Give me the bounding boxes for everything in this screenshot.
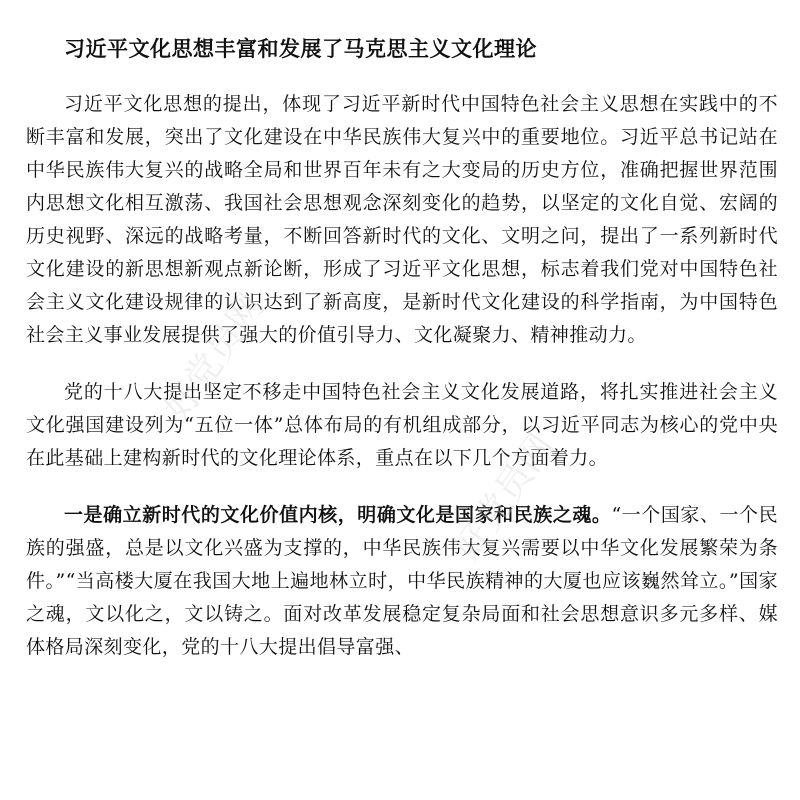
paragraph-1 [26, 88, 778, 352]
document-page [26, 34, 778, 688]
watermark: 好党员网 [446, 426, 563, 568]
article-title: 习近平文化思想丰富和发展了马克思主义文化理论 [64, 37, 537, 61]
watermark: 好党员网 [156, 286, 273, 428]
paragraph-2-text: 党的十八大提出坚定不移走中国特色社会主义文化发展道路，将扎实推进社会主义文化强国建设列为“五位一体”总体布局的有机组成部分，以习近平同志为核心的党中央在此基础上建构新时代的文化理论体系，重点在以下几个方面着力。 [26, 381, 778, 469]
paragraph-2 [26, 376, 778, 475]
paragraph-3-text: “一个国家、一个民族的强盛，总是以文化兴盛为支撑的，中华民族伟大复兴需要以中华文化发展繁荣为条件。”“当高楼大厦在我国大地上遍地林立时，中华民族精神的大厦也应该巍然耸立。”国家之魂，文以化之，文以铸之。面对改革发展稳定复杂局面和社会思想意识多元多样、媒体格局深刻变化，党的十八大提出倡导富强、 [26, 504, 778, 658]
paragraph-3-lead: 一是确立新时代的文化价值内核，明确文化是国家和民族之魂。 [64, 504, 612, 526]
paragraph-1-text: 习近平文化思想的提出，体现了习近平新时代中国特色社会主义思想在实践中的不断丰富和发展，突出了文化建设在中华民族伟大复兴中的重要地位。习近平总书记站在中华民族伟大复兴的战略全局和世界百年未有之大变局的历史方位，准确把握世界范围内思想文化相互激荡、我国社会思想观念深刻变化的趋势，以坚定的文化自觉、宏阔的历史视野、深远的战略考量，不断回答新时代的文化、文明之问，提出了一系列新时代文化建设的新思想新观点新论断，形成了习近平文化思想，标志着我们党对中国特色社会主义文化建设规律的认识达到了新高度，是新时代文化建设的科学指南，为中国特色社会主义事业发展提供了强大的价值引导力、文化凝聚力、精神推动力。 [26, 93, 778, 346]
paragraph-3 [26, 499, 778, 664]
